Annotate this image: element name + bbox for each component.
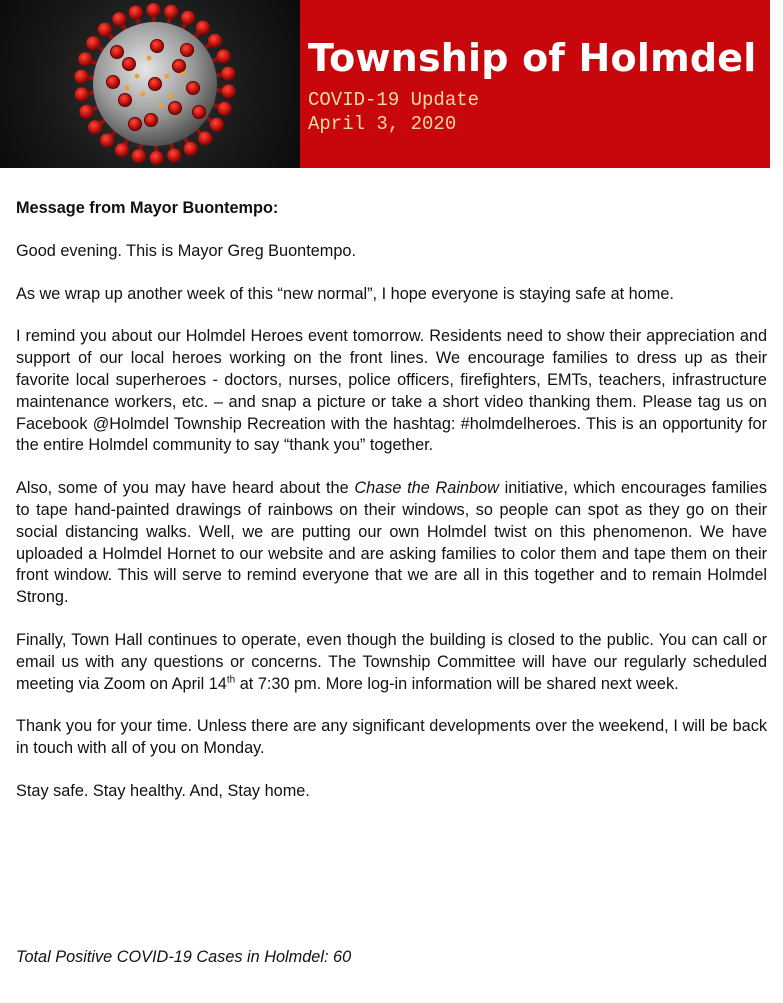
paragraph-thank-you: Thank you for your time. Unless there are any significant developments over the weekend, I will be back in touch with all of you on Monday. [16,717,767,758]
text-run: initiative, which encourages families to tape hand-painted drawings of rainbows on their windows, so people can spot as they go on their social distancing walks. Well, we are putting our own Holmdel twist on this phenomenon. We have uploaded a Holmdel Hornet to our website and are asking families to color them and tape them on their front window. This will serve to remind everyone that we are all in this together and to remain Holmdel Strong. [16,479,767,607]
message-heading: Message from Mayor Buontempo: [16,199,279,217]
paragraph-holmdel-heroes: I remind you about our Holmdel Heroes event tomorrow. Residents need to show their appreciation and support of our local heroes working on the front lines. We encourage families to dress up as their favorite local superheroes - doctors, nurses, police officers, firefighters, EMTs, teachers, infrastructure maintenance workers, etc. – and snap a picture or take a short video thanking them. Please tag us on Facebook @Holmdel Township Recreation with the hashtag: #holmdelheroes. This is an opportunity for the entire Holmdel community to say “thank you” together. [16,327,767,455]
paragraph-town-hall [16,630,767,695]
page-title: Township of Holmdel [308,36,757,80]
text-run: at 7:30 pm. More log-in information will be shared next week. [235,674,679,693]
initiative-name: Chase the Rainbow [354,479,499,498]
case-count-line [16,948,351,967]
cases-label: Total Positive COVID-19 Cases in Holmdel: [16,948,334,966]
ordinal-suffix: th [226,674,236,686]
closing-paragraph: Stay safe. Stay healthy. And, Stay home. [16,781,310,800]
coronavirus-icon [0,0,300,168]
paragraph-chase-the-rainbow [16,478,767,609]
paragraph-new-normal: As we wrap up another week of this “new normal”, I hope everyone is staying safe at home. [16,284,674,303]
text-run: Finally, Town Hall continues to operate, even though the building is closed to the public. You can call or email us with any questions or concerns. The Township Committee will have our regularly scheduled meeting via Zoom on April 14 [16,630,767,693]
title-panel [300,0,770,168]
update-subtitle: COVID-19 Update [308,89,480,111]
cases-count: 60 [333,948,352,966]
message-body [16,198,767,824]
update-date: April 3, 2020 [308,113,457,135]
coronavirus-illustration [0,0,300,168]
text-run: Also, some of you may have heard about the [16,479,355,498]
header-banner [0,0,770,168]
greeting-paragraph: Good evening. This is Mayor Greg Buontempo. [16,241,356,260]
